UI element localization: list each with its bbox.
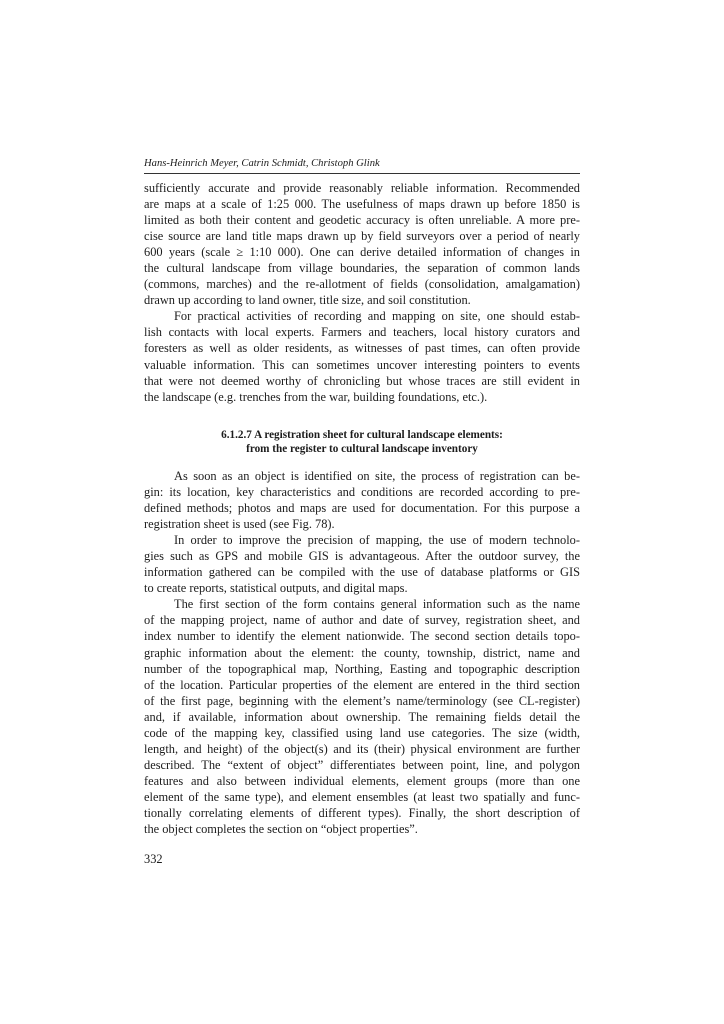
section-heading-line: 6.1.2.7 A registration sheet for cultural landscape elements:: [221, 429, 503, 441]
body-text-block-2: [144, 468, 580, 837]
text-line: drawn up according to land owner, title size, and soil constitution.: [144, 293, 471, 308]
text-line: cise source are land title maps drawn up by field surveyors over a period of nearly: [144, 229, 580, 244]
text-line: limited as both their content and geodetic accuracy is often unreliable. A more pre-: [144, 213, 580, 228]
text-line: (commons, marches) and the re-allotment of fields (consolidation, amalgamation): [144, 277, 580, 292]
text-line: As soon as an object is identified on site, the process of registration can be-: [174, 469, 580, 483]
text-line: to create reports, statistical outputs, and digital maps.: [144, 581, 408, 596]
text-line: and, if available, information about ownership. The remaining fields detail the: [144, 709, 580, 724]
text-line: features and also between individual elements, element groups (more than one: [144, 773, 580, 788]
text-line: tionally correlating elements of different types). Finally, the short description of: [144, 805, 580, 820]
text-line: registration sheet is used (see Fig. 78).: [144, 517, 335, 532]
text-line: foresters as well as older residents, as witnesses of past times, can often provide: [144, 341, 580, 356]
running-header: Hans-Heinrich Meyer, Catrin Schmidt, Christoph Glink: [144, 158, 380, 169]
text-line: graphic information about the element: the county, township, district, name and: [144, 645, 580, 660]
text-line: length, and height) of the object(s) and its (their) physical environment are further: [144, 741, 580, 756]
text-line: information gathered can be compiled with the use of database platforms or GIS: [144, 565, 580, 580]
text-line: are maps at a scale of 1:25 000. The usefulness of maps drawn up before 1850 is: [144, 197, 580, 212]
text-line: gin: its location, key characteristics and conditions are recorded according to pre-: [144, 485, 580, 500]
text-line: of the first page, beginning with the element’s name/terminology (see CL-register): [144, 693, 580, 708]
body-text-block-1: [144, 180, 580, 405]
text-line: described. The “extent of object” differentiates between point, line, and polygon: [144, 757, 580, 772]
section-heading-line: from the register to cultural landscape inventory: [246, 443, 478, 455]
text-line: code of the mapping key, classified using land use categories. The size (width,: [144, 725, 580, 740]
text-line: of the location. Particular properties of the element are entered in the third section: [144, 677, 580, 692]
text-line: defined methods; photos and maps are used for documentation. For this purpose a: [144, 501, 580, 516]
text-line: that were not deemed worthy of chronicling but whose traces are still evident in: [144, 373, 580, 388]
text-line: For practical activities of recording and mapping on site, one should estab-: [174, 309, 580, 324]
text-line: valuable information. This can sometimes uncover interesting pointers to events: [144, 357, 580, 372]
text-line: the cultural landscape from village boundaries, the separation of common lands: [144, 261, 580, 276]
text-line: number of the topographical map, Northing, Easting and topographic description: [144, 661, 580, 676]
text-line: of the mapping project, name of author and date of survey, registration sheet, and: [144, 613, 580, 628]
text-line: 600 years (scale ≥ 1:10 000). One can derive detailed information of changes in: [144, 245, 580, 260]
text-line: the object completes the section on “object properties”.: [144, 822, 418, 837]
text-line: the landscape (e.g. trenches from the war, building foundations, etc.).: [144, 389, 488, 404]
text-line: element of the same type), and element ensembles (at least two spatially and func-: [144, 789, 580, 804]
text-line: In order to improve the precision of mapping, the use of modern technolo-: [174, 533, 580, 548]
text-line: The first section of the form contains general information such as the name: [174, 597, 580, 612]
text-line: lish contacts with local experts. Farmers and teachers, local history curators and: [144, 325, 580, 340]
text-line: sufficiently accurate and provide reasonably reliable information. Recommended: [144, 181, 580, 195]
section-heading: [144, 428, 580, 456]
header-rule: [144, 173, 580, 174]
text-line: gies such as GPS and mobile GIS is advantageous. After the outdoor survey, the: [144, 549, 580, 564]
page-number: 332: [144, 852, 163, 866]
text-line: index number to identify the element nationwide. The second section details topo-: [144, 629, 580, 644]
